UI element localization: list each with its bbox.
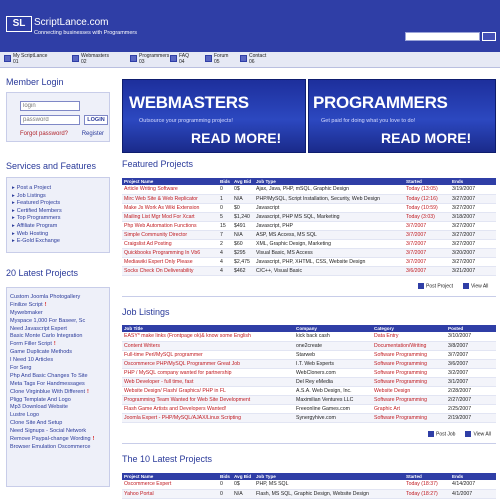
project-name: Game Duplicate Methods xyxy=(10,349,73,356)
table-cell: 3/27/2007 xyxy=(450,240,496,249)
table-cell: 0 xyxy=(218,203,232,212)
post-job-link[interactable] xyxy=(428,431,455,437)
jobs-title: Job Listings xyxy=(122,307,170,317)
table-cell: Starweb xyxy=(294,350,372,359)
table-cell[interactable]: Flash Game Artists and Developers Wanted! xyxy=(122,405,294,414)
table-cell[interactable]: Mailing List Mgr Mod For Xcart xyxy=(122,212,218,221)
project-name: Basic Monte Carlo Integration xyxy=(10,333,83,340)
latest10-title: The 10 Latest Projects xyxy=(122,454,213,464)
latest-project-link[interactable] xyxy=(10,349,94,357)
project-name: I Need 10 Articles xyxy=(10,357,54,364)
site-tagline: Connecting businesses with Programmers xyxy=(34,30,138,36)
table-cell: Software Programming xyxy=(372,359,446,368)
table-cell: 3/7/2007 xyxy=(404,230,450,239)
table-cell: Software Programming xyxy=(372,368,446,377)
table-cell: $491 xyxy=(232,221,254,230)
table-row[interactable] xyxy=(122,258,496,267)
column-header: Avg Bid xyxy=(232,178,254,185)
main-nav xyxy=(0,52,500,68)
latest-project-link[interactable] xyxy=(10,436,94,444)
forum-icon xyxy=(205,55,212,62)
table-cell[interactable]: Full-time Perl/MySQL programmer xyxy=(122,350,294,359)
table-cell: 3/6/2007 xyxy=(446,359,496,368)
latest-project-link[interactable] xyxy=(10,412,94,420)
table-row[interactable] xyxy=(122,212,496,221)
service-link[interactable]: ▸ Top Programmers xyxy=(12,215,62,223)
register-link[interactable]: Register xyxy=(81,131,105,137)
project-name: Myspace 1,000 For Baseer, Sc xyxy=(10,317,86,324)
nav-number: 04 xyxy=(179,58,185,65)
service-link[interactable]: ▸ Affiliate Program xyxy=(12,223,62,231)
table-cell[interactable]: Web Developer - full time, fast xyxy=(122,377,294,386)
column-header: Posted xyxy=(446,325,496,332)
table-row[interactable] xyxy=(122,350,496,359)
table-row[interactable] xyxy=(122,396,496,405)
table-cell: 2 xyxy=(218,240,232,249)
nav-label: My ScriptLance xyxy=(13,53,48,59)
table-row[interactable] xyxy=(122,480,496,489)
table-cell: ASP, MS Access, MS SQL xyxy=(254,230,404,239)
table-cell: 3/8/2007 xyxy=(446,341,496,350)
table-cell: Website Design xyxy=(372,387,446,396)
table-row[interactable] xyxy=(122,414,496,423)
table-cell: N/A xyxy=(232,489,254,498)
table-cell[interactable]: Php Web Automation Functions xyxy=(122,221,218,230)
table-cell: $1,240 xyxy=(232,212,254,221)
table-cell: 3/7/2007 xyxy=(404,249,450,258)
table-cell[interactable]: Mediawiki Expert Only Please xyxy=(122,258,218,267)
column-header: Project Name xyxy=(122,473,218,480)
table-row[interactable] xyxy=(122,377,496,386)
nav-item-my-scriptlance[interactable] xyxy=(4,54,47,66)
table-cell: 0 xyxy=(218,185,232,194)
table-cell: C/C++, Visual Basic xyxy=(254,267,404,276)
table-cell: Synergyhive.com xyxy=(294,414,372,423)
latest-project-link[interactable] xyxy=(10,302,94,310)
latest-project-link[interactable] xyxy=(10,428,94,436)
service-link[interactable]: ▸ Post a Project xyxy=(12,185,62,193)
project-name: For Serg xyxy=(10,365,32,372)
service-link[interactable]: ▸ Certified Members xyxy=(12,208,62,216)
table-cell[interactable]: Socks Check On Deliverability xyxy=(122,267,218,276)
post-job-label: Post Job xyxy=(436,431,456,438)
project-name: Mp3 Download Website xyxy=(10,404,68,411)
table-cell: 4/1/2007 xyxy=(450,489,496,498)
nav-number: 06 xyxy=(249,58,255,65)
view-all-featured-link[interactable] xyxy=(463,283,488,289)
latest-project-link[interactable] xyxy=(10,444,94,452)
nav-label: FAQ xyxy=(179,53,190,59)
table-cell: Javascript, PHP MS SQL, Marketing xyxy=(254,212,404,221)
table-cell: 3/6/2007 xyxy=(404,267,450,276)
project-name: Need Javascript Expert xyxy=(10,325,67,332)
login-links xyxy=(20,131,116,137)
table-cell: 0$ xyxy=(232,480,254,489)
latest10-table xyxy=(122,473,496,499)
table-cell: 3/27/2007 xyxy=(450,230,496,239)
table-cell: 3/27/2007 xyxy=(450,258,496,267)
latest-projects-title: 20 Latest Projects xyxy=(6,268,79,278)
table-cell: Maximilian Ventures LLC xyxy=(294,396,372,405)
latest-project-link[interactable] xyxy=(10,389,94,397)
table-cell: 3/10/2007 xyxy=(446,332,496,341)
service-link[interactable]: ▸ Job Listings xyxy=(12,193,62,201)
table-cell: Javascript, PHP xyxy=(254,221,404,230)
table-cell: 2/19/2007 xyxy=(446,414,496,423)
table-cell[interactable]: Quickbooks Programming In Vb6 xyxy=(122,249,218,258)
table-cell: Del Rey eMedia xyxy=(294,377,372,386)
table-cell: $2,475 xyxy=(232,258,254,267)
table-cell: PHP, MS SQL xyxy=(254,480,404,489)
latest-project-link[interactable] xyxy=(10,294,94,302)
table-cell[interactable]: Programming Team Wanted for Web Site Development xyxy=(122,396,294,405)
divider xyxy=(122,443,496,444)
project-name: Browser Emulation Oscommerce xyxy=(10,443,91,450)
table-cell: 15 xyxy=(218,221,232,230)
table-cell: 3/20/2007 xyxy=(450,249,496,258)
column-header: Started xyxy=(404,178,450,185)
table-cell: 2/27/2007 xyxy=(446,396,496,405)
project-name: Remove Paypal-change Wording xyxy=(10,436,91,443)
jobs-footer xyxy=(428,431,491,437)
table-cell: 3/7/2007 xyxy=(404,258,450,267)
header-search-input[interactable] xyxy=(405,32,480,41)
table-cell: $462 xyxy=(232,267,254,276)
table-cell: 4 xyxy=(218,258,232,267)
table-cell: 3/7/2007 xyxy=(446,350,496,359)
column-header: Job Type xyxy=(254,473,404,480)
table-cell: N/A xyxy=(232,194,254,203)
latest-project-link[interactable] xyxy=(10,318,94,326)
project-name: Custom Joomla Photogallery xyxy=(10,294,81,300)
view-all-label: View All xyxy=(470,283,489,290)
post-icon xyxy=(418,283,424,289)
table-row[interactable] xyxy=(122,240,496,249)
nav-item-faq[interactable] xyxy=(170,54,189,66)
column-header: Bids xyxy=(218,473,232,480)
hot-marker: ! xyxy=(92,436,95,443)
table-cell: 4/14/2007 xyxy=(450,480,496,489)
table-cell[interactable]: Mirc Web Site & Web Replicator xyxy=(122,194,218,203)
table-cell: Today (13:05) xyxy=(404,185,450,194)
column-header: Bids xyxy=(218,178,232,185)
column-header: Category xyxy=(372,325,446,332)
column-header: Avg Bid xyxy=(232,473,254,480)
table-cell: Javascript xyxy=(254,203,404,212)
user-icon xyxy=(4,55,11,62)
project-name: Finilize Script xyxy=(10,301,43,308)
latest-project-link[interactable] xyxy=(10,333,94,341)
nav-label: Programmers xyxy=(139,53,170,59)
table-cell[interactable]: Article Writing Software xyxy=(122,185,218,194)
table-cell: Ajax, Java, PHP, mSQL, Graphic Design xyxy=(254,185,404,194)
contact-icon xyxy=(240,55,247,62)
project-name: Php And Basic Changes To Site xyxy=(10,372,88,379)
latest-project-link[interactable] xyxy=(10,381,94,389)
latest-project-link[interactable] xyxy=(10,341,94,349)
table-cell: 0 xyxy=(218,480,232,489)
column-header: Company xyxy=(294,325,372,332)
table-cell[interactable]: Craigslist Ad Posting xyxy=(122,240,218,249)
table-row[interactable] xyxy=(122,194,496,203)
table-cell: XML, Graphic Design, Marketing xyxy=(254,240,404,249)
table-cell: Software Programming xyxy=(372,350,446,359)
banner-subtitle: Outsource your programming projects! xyxy=(139,118,233,124)
nav-number: 03 xyxy=(139,58,145,65)
table-cell[interactable]: EASY* make links (Frontpage ok)& know some English xyxy=(122,332,294,341)
table-cell: 0$ xyxy=(232,185,254,194)
table-cell: 2/28/2007 xyxy=(446,387,496,396)
table-row[interactable] xyxy=(122,230,496,239)
featured-table xyxy=(122,178,496,276)
post-project-label: Post Project xyxy=(426,283,453,290)
latest-project-link[interactable] xyxy=(10,357,94,365)
table-cell: Today (10:59) xyxy=(404,203,450,212)
project-name: Clone Virginblue With Different xyxy=(10,388,86,395)
table-cell: 5 xyxy=(218,212,232,221)
table-row[interactable] xyxy=(122,489,496,498)
services-title: Services and Features xyxy=(6,161,97,171)
featured-title: Featured Projects xyxy=(122,159,194,169)
table-cell: Data Entry xyxy=(372,332,446,341)
table-row[interactable] xyxy=(122,221,496,230)
project-name: Clone Site And Setup xyxy=(10,420,63,427)
column-header: Project Name xyxy=(122,178,218,185)
banner-title: WEBMASTERS xyxy=(129,93,249,112)
table-cell: 4 xyxy=(218,267,232,276)
table-cell: kick back cash xyxy=(294,332,372,341)
column-header: Ends xyxy=(450,473,496,480)
divider xyxy=(122,296,496,297)
project-name: Mywebmaker xyxy=(10,309,43,316)
project-name: Need Signups - Social Network xyxy=(10,428,87,435)
project-name: Lustre Logo xyxy=(10,412,40,419)
site-header xyxy=(0,0,500,52)
table-row[interactable] xyxy=(122,387,496,396)
table-cell: 3/7/2007 xyxy=(404,221,450,230)
post-project-link[interactable] xyxy=(418,283,453,289)
table-cell: one2create xyxy=(294,341,372,350)
nav-item-webmasters[interactable] xyxy=(72,54,109,66)
table-cell: N/A xyxy=(232,230,254,239)
table-cell: 3/7/2007 xyxy=(404,240,450,249)
table-cell: Today (3:03) xyxy=(404,212,450,221)
login-button[interactable]: LOGIN xyxy=(84,115,108,125)
table-row[interactable] xyxy=(122,332,496,341)
table-row[interactable] xyxy=(122,267,496,276)
table-cell: 3/1/2007 xyxy=(446,377,496,386)
table-cell: Software Programming xyxy=(372,396,446,405)
table-cell: 1 xyxy=(218,194,232,203)
table-row[interactable] xyxy=(122,405,496,414)
table-cell: Today (18:37) xyxy=(404,480,450,489)
service-link[interactable]: ▸ Web Hosting xyxy=(12,231,62,239)
table-cell: 3/27/2007 xyxy=(450,221,496,230)
nav-number: 01 xyxy=(13,58,19,65)
banner-subtitle: Get paid for doing what you love to do! xyxy=(321,118,416,124)
login-field[interactable] xyxy=(20,101,80,111)
table-cell: Graphic Art xyxy=(372,405,446,414)
table-cell: $0 xyxy=(232,203,254,212)
table-cell: I.T. Web Experts xyxy=(294,359,372,368)
column-header: Job Title xyxy=(122,325,294,332)
project-name: Form Filler Script xyxy=(10,341,52,348)
programmers-banner[interactable] xyxy=(308,79,496,153)
header-search-button[interactable] xyxy=(482,32,496,41)
table-cell: 0 xyxy=(218,489,232,498)
table-row[interactable] xyxy=(122,203,496,212)
view-all-icon xyxy=(465,431,471,437)
webmaster-icon xyxy=(72,55,79,62)
table-row[interactable] xyxy=(122,341,496,350)
column-header: Job Type xyxy=(254,178,404,185)
table-cell[interactable]: Make Js Work As Wiki Extension xyxy=(122,203,218,212)
latest-projects-list xyxy=(10,294,94,452)
table-row[interactable] xyxy=(122,359,496,368)
latest-project-link[interactable] xyxy=(10,397,94,405)
read-more-link[interactable]: READ MORE! xyxy=(191,130,282,146)
post-icon xyxy=(428,431,434,437)
table-cell: Freeonline Games.com xyxy=(294,405,372,414)
table-cell: 3/2/2007 xyxy=(446,368,496,377)
table-cell: Software Programming xyxy=(372,377,446,386)
nav-item-programmers[interactable] xyxy=(130,54,169,66)
services-list xyxy=(12,185,62,246)
table-cell[interactable]: Yahoo Portal xyxy=(122,489,218,498)
hot-marker: ! xyxy=(53,341,56,348)
table-cell: 4 xyxy=(218,249,232,258)
table-cell: 7 xyxy=(218,230,232,239)
project-name: Meta Tags For Handmessages xyxy=(10,380,85,387)
featured-footer xyxy=(418,283,488,289)
login-title: Member Login xyxy=(6,77,64,87)
nav-label: Webmasters xyxy=(81,53,109,59)
table-cell: 3/27/2007 xyxy=(450,194,496,203)
table-cell: $60 xyxy=(232,240,254,249)
table-cell: Software Programming xyxy=(372,414,446,423)
latest-project-link[interactable] xyxy=(10,404,94,412)
column-header: Ends xyxy=(450,178,496,185)
nav-label: Forum xyxy=(214,53,229,59)
view-all-label: View All xyxy=(473,431,491,438)
jobs-table xyxy=(122,325,496,423)
table-cell: PHP/MySQL, Script Installation, Security, Web Design xyxy=(254,194,404,203)
view-all-jobs-link[interactable] xyxy=(465,431,490,437)
table-row[interactable] xyxy=(122,249,496,258)
table-cell[interactable]: PHP / MySQL company wanted for partnership xyxy=(122,368,294,377)
table-row[interactable] xyxy=(122,368,496,377)
table-cell: Today (18:27) xyxy=(404,489,450,498)
latest-project-link[interactable] xyxy=(10,420,94,428)
table-cell: Visual Basic, MS Access xyxy=(254,249,404,258)
forgot-password-link[interactable]: Forgot password? xyxy=(20,131,69,137)
table-cell[interactable]: Oscommerce Expert xyxy=(122,480,218,489)
nav-item-forum[interactable] xyxy=(205,54,228,66)
faq-icon xyxy=(170,55,177,62)
latest-project-link[interactable] xyxy=(10,326,94,334)
password-field[interactable] xyxy=(20,115,80,125)
nav-label: Contact xyxy=(249,53,267,59)
table-cell: 3/27/2007 xyxy=(450,203,496,212)
site-title[interactable]: ScriptLance.com xyxy=(34,17,109,28)
logo-mark[interactable]: SL xyxy=(6,16,32,32)
table-cell: A.S.A. Web Design, Inc. xyxy=(294,387,372,396)
hot-marker: ! xyxy=(44,301,47,308)
table-cell: Javascript, PHP, XHTML, CSS, Website Design xyxy=(254,258,404,267)
webmasters-banner[interactable] xyxy=(122,79,306,153)
table-cell[interactable]: Joomla Expert - PHP/MySQL/AJAX/Linux Scripting xyxy=(122,414,294,423)
service-link[interactable]: ▸ E-Gold Exchange xyxy=(12,238,62,246)
table-cell: Documentation/Writing xyxy=(372,341,446,350)
table-cell: Today (12:16) xyxy=(404,194,450,203)
banner-title: PROGRAMMERS xyxy=(313,93,448,112)
latest-project-link[interactable] xyxy=(10,373,94,381)
table-cell: 3/21/2007 xyxy=(450,267,496,276)
view-all-icon xyxy=(463,283,469,289)
column-header: Started xyxy=(404,473,450,480)
nav-item-contact[interactable] xyxy=(240,54,266,66)
table-cell: 2/25/2007 xyxy=(446,405,496,414)
nav-number: 02 xyxy=(81,58,87,65)
hot-marker: ! xyxy=(87,388,89,395)
table-cell: 3/19/2007 xyxy=(450,185,496,194)
nav-number: 05 xyxy=(214,58,220,65)
latest-project-link[interactable] xyxy=(10,310,94,318)
table-cell[interactable]: Simple Community Director xyxy=(122,230,218,239)
programmer-icon xyxy=(130,55,137,62)
table-row[interactable] xyxy=(122,185,496,194)
project-name: Pligg Template And Logo xyxy=(10,396,71,403)
table-cell: WebCloners.com xyxy=(294,368,372,377)
table-cell[interactable]: Content Writers xyxy=(122,341,294,350)
service-link[interactable]: ▸ Featured Projects xyxy=(12,200,62,208)
read-more-link[interactable]: READ MORE! xyxy=(381,130,472,146)
table-cell: Flash, MS SQL, Graphic Design, Website Design xyxy=(254,489,404,498)
latest-project-link[interactable] xyxy=(10,365,94,373)
table-cell: $295 xyxy=(232,249,254,258)
table-cell[interactable]: Website Design/ Flash/ Graphics/ PHP in FL xyxy=(122,387,294,396)
table-cell: 3/18/2007 xyxy=(450,212,496,221)
table-cell[interactable]: Oscommerce PHP/MySQL Programmer Great Job xyxy=(122,359,294,368)
